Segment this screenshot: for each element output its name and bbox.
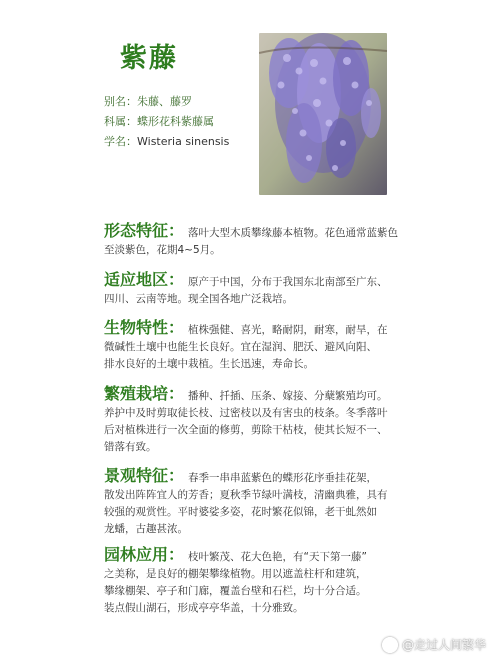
watermark-logo-icon [382, 637, 398, 653]
section-text: 错落有致。 [104, 441, 157, 453]
meta-key: 别名： [104, 95, 137, 108]
meta-row-scientific-name [104, 132, 229, 152]
meta-value: 蝶形花科紫藤属 [137, 115, 214, 128]
section-text: 装点假山湖石，形成亭亭华盖，十分雅致。 [104, 602, 304, 614]
section-heading: 生物特性： [104, 318, 185, 337]
section-text: 攀缘棚架、亭子和门廊，覆盖台壁和石栏，均十分合适。 [104, 585, 367, 597]
meta-info [104, 92, 229, 152]
section-propagation [104, 385, 404, 456]
section-text: 植株强健、喜光，略耐阴，耐寒，耐旱，在 [188, 324, 388, 336]
section-morphology [104, 222, 404, 259]
meta-key: 科属： [104, 115, 137, 128]
section-text: 原产于中国，分布于我国东北南部至广东、 [188, 276, 388, 288]
section-text: 较强的观赏性。平时婆娑多姿，花时繁花似锦，老干虬然如 [104, 506, 377, 518]
meta-row-family [104, 112, 229, 132]
section-text: 四川、云南等地。现全国各地广泛栽培。 [104, 293, 293, 305]
section-text: 龙蟠，古趣甚浓。 [104, 523, 188, 535]
section-text: 落叶大型木质攀缘藤本植物。花色通常蓝紫色 [188, 227, 399, 239]
section-heading: 园林应用： [104, 545, 185, 564]
section-heading: 形态特征： [104, 221, 185, 240]
section-heading: 繁殖栽培： [104, 384, 185, 403]
section-biology [104, 319, 404, 373]
meta-key: 学名： [104, 135, 137, 148]
section-text: 春季一串串蓝紫色的蝶形花序垂挂花架， [188, 472, 378, 484]
meta-row-alias [104, 92, 229, 112]
section-garden-use [104, 546, 404, 617]
section-text: 散发出阵阵宜人的芳香；夏秋季节绿叶满枝，清幽典雅，具有 [104, 489, 388, 501]
section-region [104, 271, 404, 308]
section-text: 之美称，是良好的棚架攀缘植物。用以遮盖柱杆和建筑， [104, 568, 367, 580]
section-heading: 适应地区： [104, 270, 185, 289]
page-title: 紫藤 [120, 43, 178, 74]
section-text: 至淡紫色，花期4~5月。 [104, 244, 221, 256]
section-text: 枝叶繁茂、花大色艳，有“天下第一藤” [188, 551, 367, 563]
section-landscape [104, 467, 404, 538]
meta-value: Wisteria sinensis [137, 135, 230, 148]
watermark-text: @走过人间繁华 [401, 638, 486, 652]
section-heading: 景观特征： [104, 466, 185, 485]
wisteria-flower-image [259, 33, 387, 195]
meta-value: 朱藤、藤罗 [137, 95, 192, 108]
section-text: 后对植株进行一次全面的修剪，剪除干枯枝，使其长短不一、 [104, 424, 388, 436]
section-text: 排水良好的土壤中栽植。生长迅速，寿命长。 [104, 358, 314, 370]
section-text: 养护中及时剪取徒长枝、过密枝以及有害虫的枝条。冬季落叶 [104, 407, 388, 419]
section-text: 微碱性土壤中也能生长良好。宜在湿润、肥沃、避风向阳、 [104, 341, 377, 353]
section-text: 播种、扦插、压条、嫁接、分蘖繁殖均可。 [188, 390, 388, 402]
watermark [382, 636, 486, 653]
wisteria-photo [259, 33, 387, 195]
